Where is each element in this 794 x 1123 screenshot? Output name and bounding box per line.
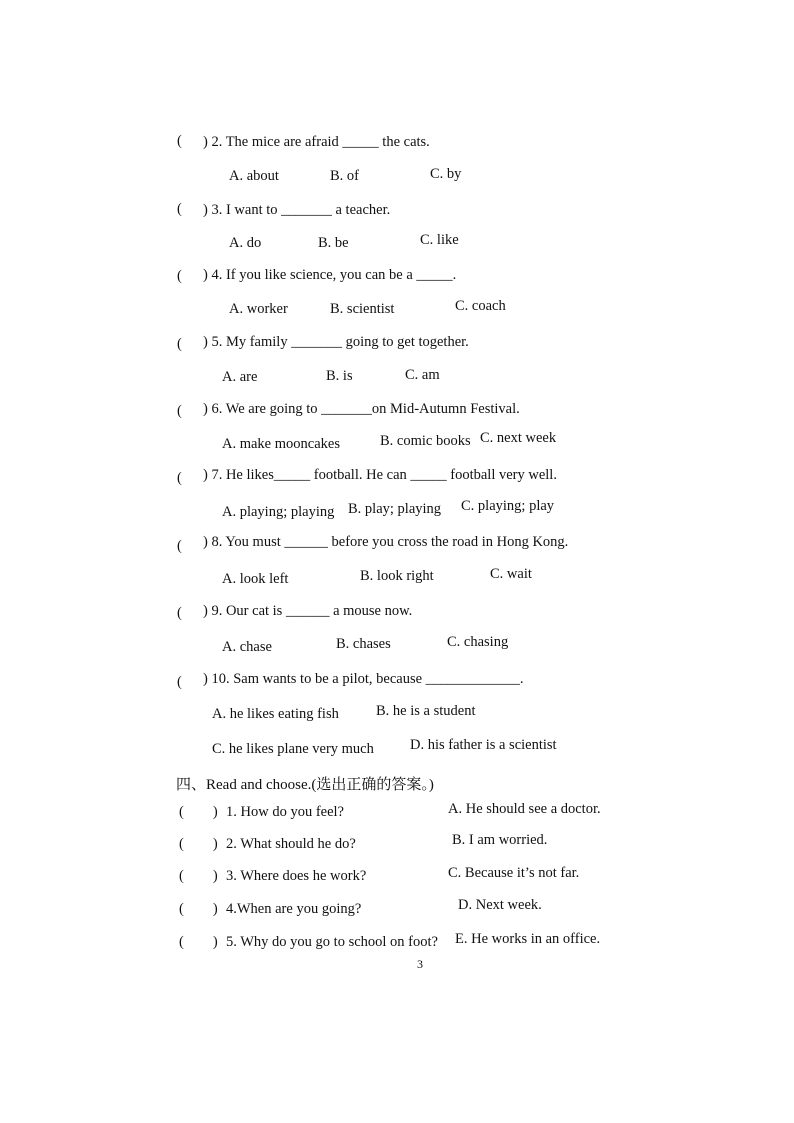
q9-option-b: B. chases	[336, 636, 391, 652]
answer-paren: (	[177, 201, 182, 217]
match-answer-e: E. He works in an office.	[455, 931, 601, 947]
match-answer-a: A. He should see a doctor.	[448, 801, 601, 817]
match-question-2: 2. What should he do?	[226, 836, 356, 852]
q7-option-a: A. playing; playing	[222, 504, 335, 520]
match-answer-b: B. I am worried.	[452, 832, 548, 848]
q3-option-a: A. do	[229, 235, 262, 251]
q6-option-a: A. make mooncakes	[222, 436, 340, 452]
answer-paren: (	[177, 538, 182, 554]
q5-option-a: A. are	[222, 369, 258, 385]
question-7: ) 7. He likes_____ football. He can _____ football very well.	[203, 467, 557, 483]
question-9: ) 9. Our cat is ______ a mouse now.	[203, 603, 413, 619]
q4-option-c: C. coach	[455, 298, 506, 314]
answer-paren: (	[177, 268, 182, 284]
question-5: ) 5. My family _______ going to get together.	[203, 334, 469, 350]
q4-option-a: A. worker	[229, 301, 288, 317]
question-3: ) 3. I want to _______ a teacher.	[203, 202, 391, 218]
match-answer-d: D. Next week.	[458, 897, 542, 913]
match-question-4: 4.When are you going?	[226, 901, 362, 917]
answer-paren: (	[177, 336, 182, 352]
page-number: 3	[417, 957, 423, 971]
question-4: ) 4. If you like science, you can be a _____.	[203, 267, 457, 283]
question-10: ) 10. Sam wants to be a pilot, because _____________.	[203, 671, 524, 687]
answer-paren: (	[177, 605, 182, 621]
section-4-title: 四、Read and choose.(选出正确的答案。)	[176, 777, 434, 793]
q2-option-b: B. of	[330, 168, 359, 184]
q4-option-b: B. scientist	[330, 301, 395, 317]
q8-option-a: A. look left	[222, 571, 289, 587]
answer-paren: (	[177, 133, 182, 149]
question-8: ) 8. You must ______ before you cross the road in Hong Kong.	[203, 534, 569, 550]
q3-option-b: B. be	[318, 235, 349, 251]
q5-option-c: C. am	[405, 367, 440, 383]
q6-option-b: B. comic books	[380, 433, 471, 449]
match-question-1: 1. How do you feel?	[226, 804, 344, 820]
question-6: ) 6. We are going to _______on Mid-Autumn Festival.	[203, 401, 520, 417]
match-paren: ( )	[179, 934, 218, 950]
q7-option-c: C. playing; play	[461, 498, 555, 514]
q10-option-b: B. he is a student	[376, 703, 476, 719]
q7-option-b: B. play; playing	[348, 501, 442, 517]
q10-option-c: C. he likes plane very much	[212, 741, 374, 757]
q8-option-b: B. look right	[360, 568, 434, 584]
q9-option-a: A. chase	[222, 639, 272, 655]
match-paren: ( )	[179, 836, 218, 852]
q2-option-a: A. about	[229, 168, 279, 184]
answer-paren: (	[177, 674, 182, 690]
question-2: ) 2. The mice are afraid _____ the cats.	[203, 134, 430, 150]
q9-option-c: C. chasing	[447, 634, 509, 650]
match-question-5: 5. Why do you go to school on foot?	[226, 934, 438, 950]
answer-paren: (	[177, 470, 182, 486]
match-answer-c: C. Because it’s not far.	[448, 865, 580, 881]
q10-option-a: A. he likes eating fish	[212, 706, 339, 722]
match-paren: ( )	[179, 804, 218, 820]
match-paren: ( )	[179, 901, 218, 917]
match-paren: ( )	[179, 868, 218, 884]
q2-option-c: C. by	[430, 166, 462, 182]
answer-paren: (	[177, 403, 182, 419]
q10-option-d: D. his father is a scientist	[410, 737, 557, 753]
q5-option-b: B. is	[326, 368, 353, 384]
match-question-3: 3. Where does he work?	[226, 868, 367, 884]
q8-option-c: C. wait	[490, 566, 532, 582]
q6-option-c: C. next week	[480, 430, 557, 446]
q3-option-c: C. like	[420, 232, 459, 248]
